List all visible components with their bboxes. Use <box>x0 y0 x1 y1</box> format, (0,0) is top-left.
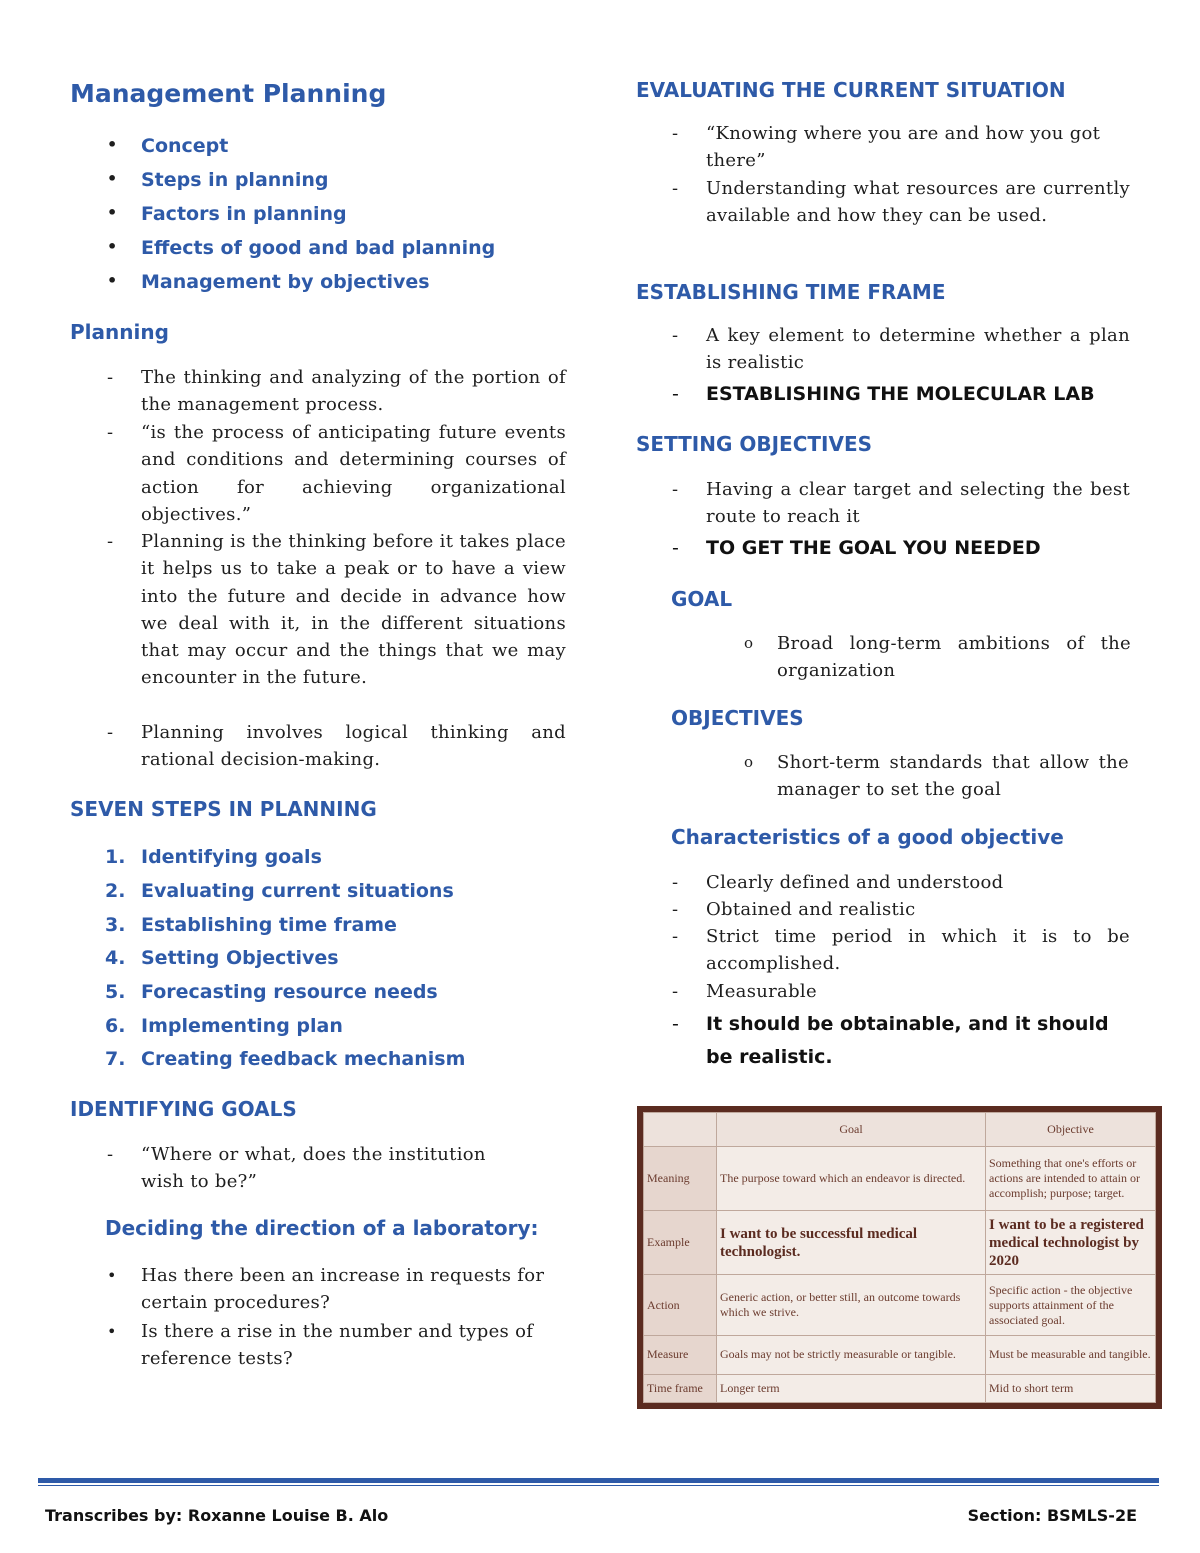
identifying-point: - “Where or what, does the institution wish to be?” <box>107 1144 486 1193</box>
step-item: 1. Identifying goals <box>105 846 322 868</box>
table-row-header: Action <box>644 1275 717 1336</box>
evaluating-point: - “Knowing where you are and how you got there” <box>672 123 1101 172</box>
setting-point: - Having a clear target and selecting the best route to reach it <box>672 479 1130 528</box>
step-item: 5. Forecasting resource needs <box>105 981 438 1003</box>
section-heading-characteristics: Characteristics of a good objective <box>671 825 1064 849</box>
step-item: 4. Setting Objectives <box>105 947 339 969</box>
table-cell: Specific action - the objective supports attainment of the associated goal. <box>986 1275 1156 1336</box>
table-row <box>644 1146 1156 1211</box>
setting-strong: - TO GET THE GOAL YOU NEEDED <box>672 537 1041 559</box>
goal-vs-objective-table <box>643 1112 1156 1403</box>
footer-transcriber: Transcribes by: Roxanne Louise B. Alo <box>45 1506 389 1525</box>
table-cell: Mid to short term <box>986 1374 1156 1402</box>
footer-divider <box>38 1478 1159 1483</box>
table-header-row <box>644 1113 1156 1147</box>
table-row-header: Meaning <box>644 1146 717 1211</box>
deciding-point: • Has there been an increase in requests for certain procedures? <box>107 1265 545 1314</box>
table-row <box>644 1275 1156 1336</box>
time-strong: - ESTABLISHING THE MOLECULAR LAB <box>672 383 1095 405</box>
table-cell: Generic action, or better still, an outcome towards which we strive. <box>717 1275 986 1336</box>
page-title: Management Planning <box>70 79 387 108</box>
topic-item: • Concept <box>107 135 229 157</box>
step-item: 2. Evaluating current situations <box>105 880 454 902</box>
section-heading-identifying-goals: IDENTIFYING GOALS <box>70 1097 297 1121</box>
table-row <box>644 1374 1156 1402</box>
objectives-point: o Short-term standards that allow the manager to set the goal <box>744 752 1129 801</box>
planning-point: - “is the process of anticipating future events and conditions and determining courses of action for achieving organizational objectives.” <box>107 422 566 525</box>
table-row-header: Example <box>644 1211 717 1275</box>
table-header-cell: Goal <box>717 1113 986 1147</box>
step-item: 7. Creating feedback mechanism <box>105 1048 466 1070</box>
planning-point: - Planning is the thinking before it takes place it helps us to take a peak or to have a view into the future and decide in advance how we deal with it, in the different situations that may occur and the things that we may encounter in the future. <box>107 531 566 689</box>
characteristic-point: - Obtained and realistic <box>672 899 916 920</box>
topic-item: • Factors in planning <box>107 203 347 225</box>
table-row-header: Time frame <box>644 1374 717 1402</box>
section-heading-deciding: Deciding the direction of a laboratory: <box>105 1216 539 1240</box>
topic-item: • Management by objectives <box>107 271 430 293</box>
section-heading-time-frame: ESTABLISHING TIME FRAME <box>636 280 946 304</box>
table-cell: Must be measurable and tangible. <box>986 1335 1156 1374</box>
table-row <box>644 1211 1156 1275</box>
step-item: 6. Implementing plan <box>105 1015 343 1037</box>
table-cell: Something that one's efforts or actions are intended to attain or accomplish; purpose; target. <box>986 1146 1156 1211</box>
footer-divider-thin <box>38 1485 1159 1486</box>
section-heading-goal: GOAL <box>671 587 733 611</box>
table-cell: I want to be a registered medical technologist by 2020 <box>986 1211 1156 1275</box>
section-heading-evaluating: EVALUATING THE CURRENT SITUATION <box>636 78 1066 102</box>
table-header-cell <box>644 1113 717 1147</box>
table-cell: I want to be successful medical technologist. <box>717 1211 986 1275</box>
goal-point: o Broad long-term ambitions of the organization <box>744 633 1131 682</box>
topic-item: • Steps in planning <box>107 169 329 191</box>
table-header-cell: Objective <box>986 1113 1156 1147</box>
characteristic-point: - Measurable <box>672 981 817 1002</box>
section-heading-setting-objectives: SETTING OBJECTIVES <box>636 432 873 456</box>
characteristic-point: - Clearly defined and understood <box>672 872 1004 893</box>
footer-section: Section: BSMLS-2E <box>967 1506 1137 1525</box>
table-cell: Goals may not be strictly measurable or tangible. <box>717 1335 986 1374</box>
evaluating-point: - Understanding what resources are currently available and how they can be used. <box>672 178 1130 227</box>
section-heading-seven-steps: SEVEN STEPS IN PLANNING <box>70 797 377 821</box>
deciding-point: • Is there a rise in the number and types of reference tests? <box>107 1321 534 1370</box>
table-cell: Longer term <box>717 1374 986 1402</box>
table-row <box>644 1335 1156 1374</box>
section-heading-planning: Planning <box>70 320 169 344</box>
characteristic-point: - Strict time period in which it is to be accomplished. <box>672 926 1130 975</box>
planning-point: - The thinking and analyzing of the portion of the management process. <box>107 367 566 416</box>
section-heading-objectives: OBJECTIVES <box>671 706 804 730</box>
table-row-header: Measure <box>644 1335 717 1374</box>
step-item: 3. Establishing time frame <box>105 914 397 936</box>
time-point: - A key element to determine whether a plan is realistic <box>672 325 1130 374</box>
topic-item: • Effects of good and bad planning <box>107 237 496 259</box>
table-cell: The purpose toward which an endeavor is directed. <box>717 1146 986 1211</box>
characteristic-strong: - It should be obtainable, and it should be realistic. <box>672 1013 1109 1068</box>
goal-vs-objective-table-image <box>637 1106 1162 1409</box>
planning-point: - Planning involves logical thinking and rational decision-making. <box>107 722 566 771</box>
